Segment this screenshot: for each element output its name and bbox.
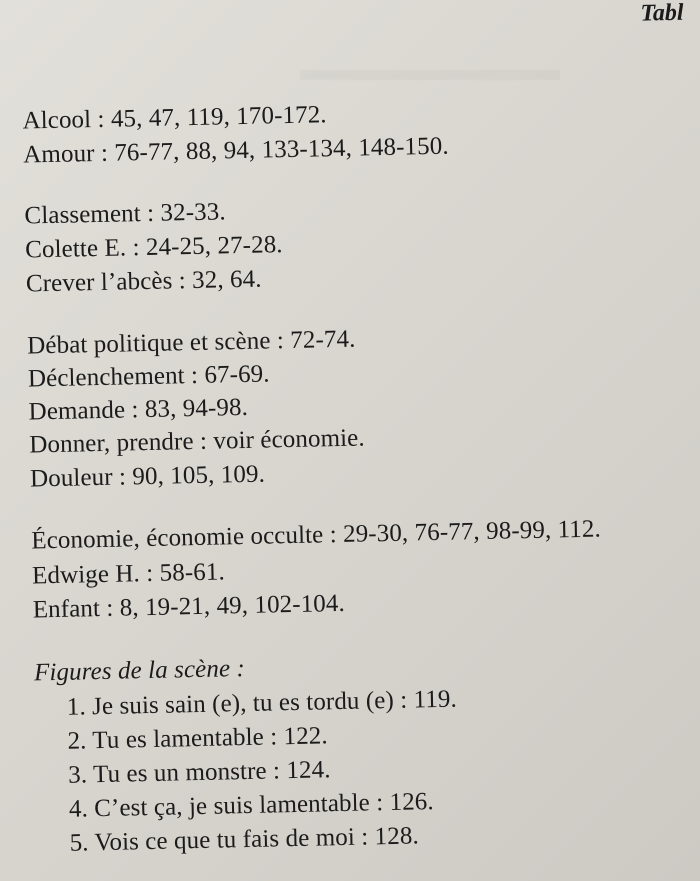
index-entry-demande: Demande : 83, 94-98. <box>28 393 249 426</box>
index-entry-donner-prendre: Donner, prendre : voir économie. <box>29 424 365 459</box>
figure-item-3: 3. Tu es un monstre : 124. <box>67 756 331 789</box>
figure-item-4: 4. C’est ça, je suis lamentable : 126. <box>68 788 434 823</box>
index-entry-enfant: Enfant : 8, 19-21, 49, 102-104. <box>32 589 346 624</box>
page-header: Tabl <box>640 0 684 27</box>
figure-item-5: 5. Vois ce que tu fais de moi : 128. <box>69 822 420 857</box>
index-entry-crever-abces: Crever l’abcès : 32, 64. <box>25 265 262 298</box>
index-entry-declenchement: Déclenchement : 67-69. <box>27 360 270 393</box>
index-entry-amour: Amour : 76-77, 88, 94, 133-134, 148-150. <box>22 132 449 169</box>
index-entry-colette: Colette E. : 24-25, 27-28. <box>24 231 283 264</box>
index-entry-classement: Classement : 32-33. <box>24 198 226 230</box>
index-entry-alcool: Alcool : 45, 47, 119, 170-172. <box>22 101 327 135</box>
figure-item-2: 2. Tu es lamentable : 122. <box>67 722 328 755</box>
index-entry-edwige: Edwige H. : 58-61. <box>31 558 226 590</box>
figure-item-1: 1. Je suis sain (e), tu es tordu (e) : 119. <box>66 685 458 721</box>
figures-section-title: Figures de la scène : <box>33 655 246 687</box>
index-entry-debat: Débat politique et scène : 72-74. <box>26 325 356 360</box>
index-entry-economie: Économie, économie occulte : 29-30, 76-77, 98-99, 112. <box>31 515 602 555</box>
index-entry-douleur: Douleur : 90, 105, 109. <box>29 460 266 493</box>
